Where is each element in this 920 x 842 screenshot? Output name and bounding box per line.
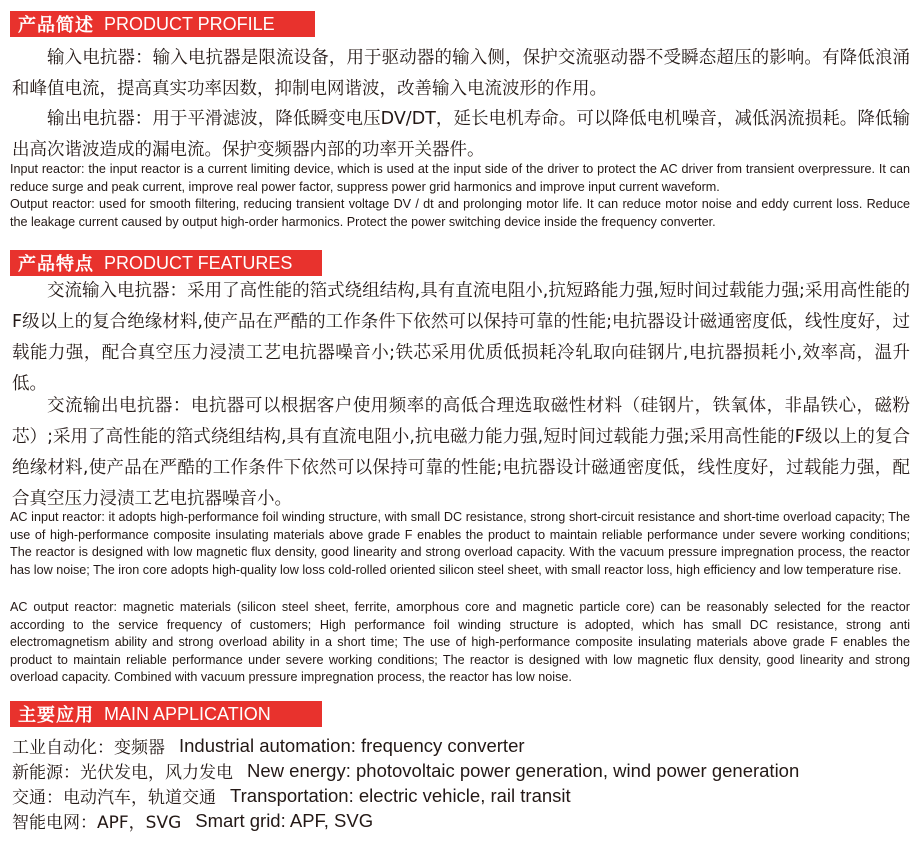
section-header-application	[10, 701, 322, 727]
application-item-zh: 智能电网：APF，SVG	[12, 813, 182, 833]
profile-en-paragraph: Input reactor: the input reactor is a current limiting device, which is used at the input side of the driver to protect the AC driver from transient overpressure. It can reduce surge and peak current, improve real power factor, suppress power grid harmonics and improve input current waveform.	[10, 162, 910, 194]
application-item	[12, 733, 910, 758]
section-title-zh: 主要应用	[18, 705, 94, 726]
section-header-profile	[10, 11, 315, 37]
application-item-zh: 新能源：光伏发电，风力发电	[12, 763, 233, 783]
section-title-zh: 产品特点	[18, 254, 94, 275]
features-en-paragraph: AC output reactor: magnetic materials (silicon steel sheet, ferrite, amorphous core and magnetic particle core) can be reasonably selected for the reactor according to the service frequency of customers; High performance foil winding structure is adopted, which has small DC resistance, strong anti electromagnetism ability and strong overload ability in a short time; The use of high-performance composite insulating materials above grade F enables the product to maintain reliable performance under severe working conditions; The reactor is designed with low magnetic flux density, good linearity and strong overload capacity. Combined with vacuum pressure impregnation process, the reactor has low noise.	[10, 600, 910, 684]
section-title-en: MAIN APPLICATION	[104, 703, 271, 724]
application-item	[12, 808, 910, 833]
application-item	[12, 783, 910, 808]
application-item-en: Transportation: electric vehicle, rail transit	[230, 784, 571, 806]
profile-zh-paragraph: 输出电抗器：用于平滑滤波，降低瞬变电压DV/DT，延长电机寿命。可以降低电机噪音，减低涡流损耗。降低输出高次谐波造成的漏电流。保护变频器内部的功率开关器件。	[12, 109, 910, 160]
application-item-zh: 交通：电动汽车，轨道交通	[12, 788, 216, 808]
features-en-paragraph: AC input reactor: it adopts high-performance foil winding structure, with small DC resistance, strong short-circuit resistance and short-time overload capacity; The use of high-performance composite insulating materials above grade F enables the product to maintain reliable performance under severe working conditions; The reactor is designed with low magnetic flux density, good linearity and strong overload capacity. With the vacuum pressure impregnation process, the reactor has low noise; The iron core adopts high-quality low loss cold-rolled oriented silicon steel sheet, with small reactor loss, high efficiency and low temperature rise.	[10, 510, 910, 577]
application-item-en: New energy: photovoltaic power generation, wind power generation	[247, 759, 800, 781]
section-title-en: PRODUCT PROFILE	[104, 13, 275, 34]
section-title-zh: 产品简述	[18, 15, 94, 36]
profile-en-paragraph: Output reactor: used for smooth filtering, reducing transient voltage DV / dt and prolonging motor life. It can reduce motor noise and eddy current loss. Reduce the leakage current caused by output high-order harmonics. Protect the power switching device inside the frequency converter.	[10, 197, 910, 229]
features-zh-paragraph: 交流输出电抗器：电抗器可以根据客户使用频率的高低合理选取磁性材料（硅钢片，铁氧体，非晶铁心，磁粉芯）;采用了高性能的箔式绕组结构,具有直流电阻小,抗电磁力能力强,短时间过载能力强;采用高性能的F级以上的复合绝缘材料,使产品在严酷的工作条件下依然可以保持可靠的性能;电抗器设计磁通密度低，线性度好，过载能力强，配合真空压力浸渍工艺电抗器噪音小。	[12, 396, 910, 509]
application-item-en: Industrial automation: frequency converter	[179, 734, 525, 756]
application-item-zh: 工业自动化：变频器	[12, 738, 165, 758]
profile-zh-paragraph: 输入电抗器：输入电抗器是限流设备，用于驱动器的输入侧，保护交流驱动器不受瞬态超压的影响。有降低浪涌和峰值电流，提高真实功率因数，抑制电网谐波，改善输入电流波形的作用。	[12, 48, 910, 99]
application-item-en: Smart grid: APF, SVG	[195, 809, 374, 831]
section-header-features	[10, 250, 322, 276]
section-title-en: PRODUCT FEATURES	[104, 252, 293, 273]
features-zh-paragraph: 交流输入电抗器：采用了高性能的箔式绕组结构,具有直流电阻小,抗短路能力强,短时间过载能力强;采用高性能的F级以上的复合绝缘材料,使产品在严酷的工作条件下依然可以保持可靠的性能;电抗器设计磁通密度低，线性度好，过载能力强，配合真空压力浸渍工艺电抗器噪音小;铁芯采用优质低损耗冷轧取向硅钢片,电抗器损耗小,效率高，温升低。	[12, 281, 910, 394]
application-item	[12, 758, 910, 783]
